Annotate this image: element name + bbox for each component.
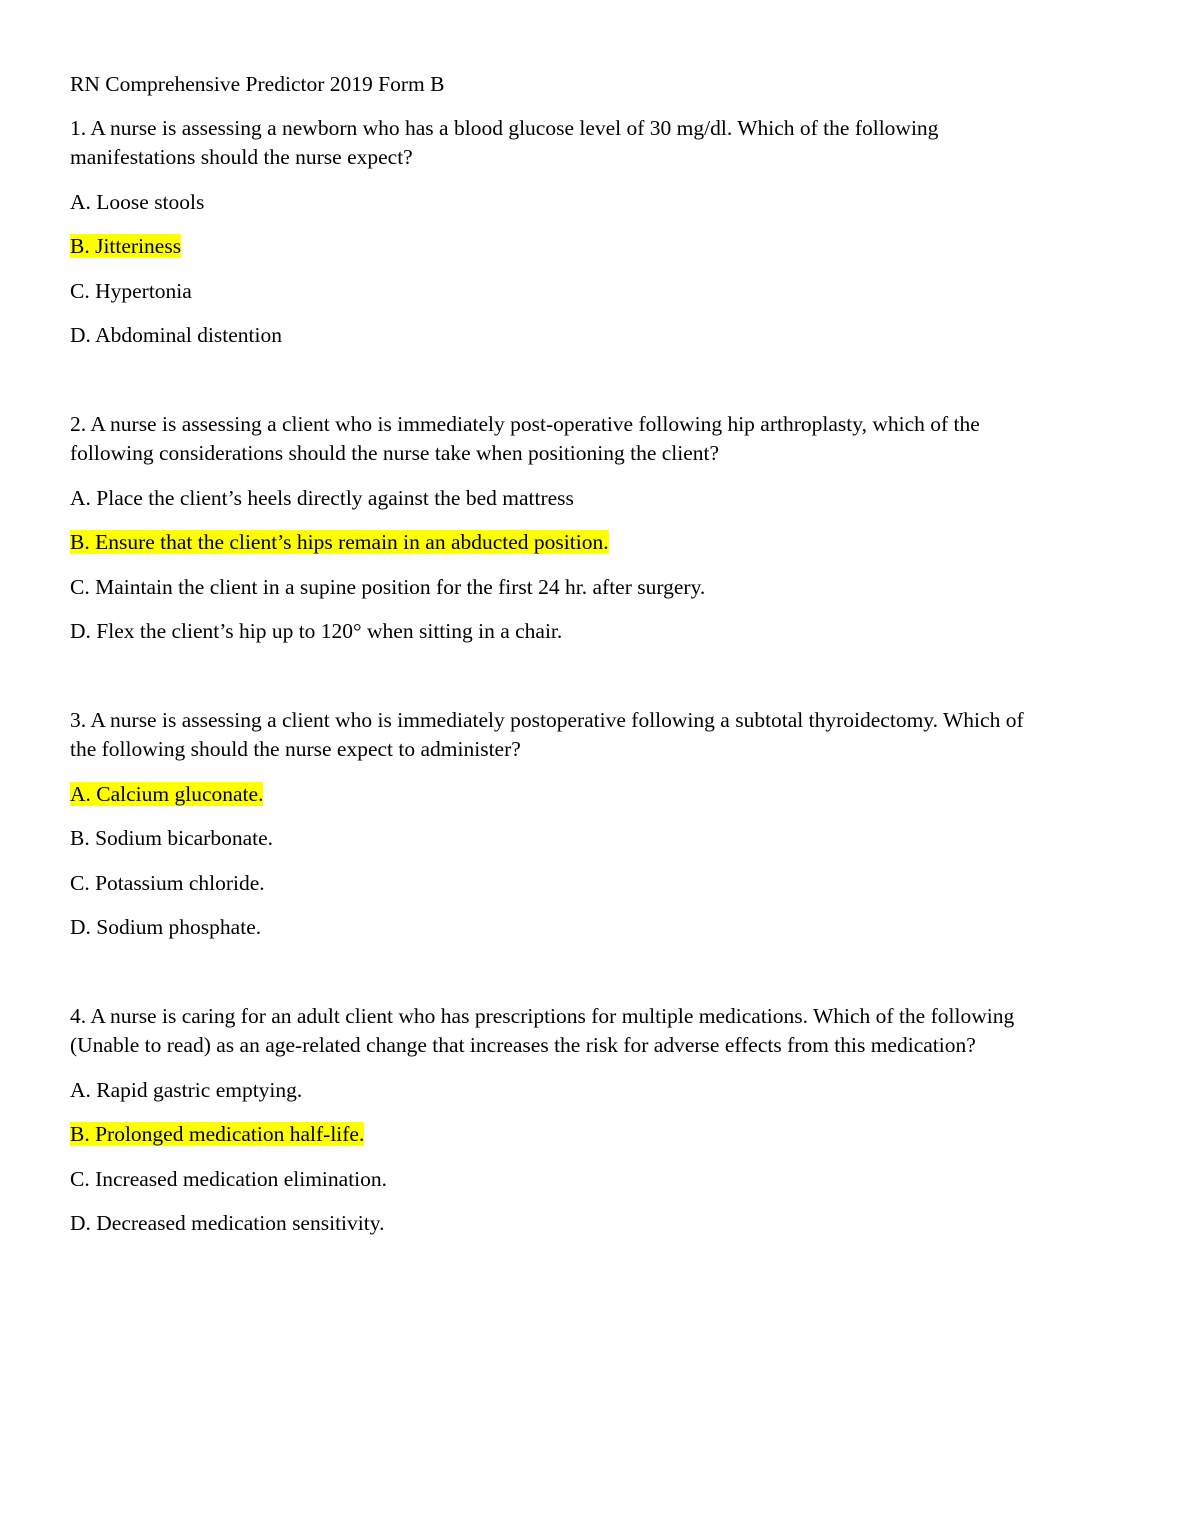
answer-option: A. Place the client’s heels directly against the bed mattress — [70, 486, 574, 510]
question-stem-line: (Unable to read) as an age-related change that increases the risk for adverse effects from this medication? — [70, 1033, 976, 1057]
answer-option: A. Rapid gastric emptying. — [70, 1078, 303, 1102]
answer-option: A. Loose stools — [70, 190, 205, 214]
question-stem-line: 3. A nurse is assessing a client who is immediately postoperative following a subtotal thyroidectomy. Which of — [70, 708, 1024, 732]
answer-option-highlighted: B. Prolonged medication half-life. — [70, 1122, 365, 1146]
question-stem-line: 1. A nurse is assessing a newborn who has a blood glucose level of 30 mg/dl. Which of the following — [70, 116, 939, 140]
question-stem-line: 2. A nurse is assessing a client who is immediately post-operative following hip arthroplasty, which of the — [70, 412, 980, 436]
question-stem-line: manifestations should the nurse expect? — [70, 145, 413, 169]
answer-option: C. Hypertonia — [70, 279, 192, 303]
answer-option: D. Abdominal distention — [70, 323, 283, 347]
answer-option: D. Decreased medication sensitivity. — [70, 1211, 385, 1235]
answer-option: C. Maintain the client in a supine position for the first 24 hr. after surgery. — [70, 575, 706, 599]
answer-option-highlighted: B. Jitteriness — [70, 234, 182, 258]
answer-option: C. Potassium chloride. — [70, 871, 265, 895]
answer-option-highlighted: A. Calcium gluconate. — [70, 782, 264, 806]
answer-option: D. Sodium phosphate. — [70, 915, 262, 939]
document-title: RN Comprehensive Predictor 2019 Form B — [70, 72, 445, 96]
question-stem-line: following considerations should the nurse take when positioning the client? — [70, 441, 720, 465]
question-stem-line: the following should the nurse expect to administer? — [70, 737, 521, 761]
answer-option: D. Flex the client’s hip up to 120° when sitting in a chair. — [70, 619, 563, 643]
answer-option-highlighted: B. Ensure that the client’s hips remain in an abducted position. — [70, 530, 609, 554]
question-stem-line: 4. A nurse is caring for an adult client who has prescriptions for multiple medications. Which of the following — [70, 1004, 1015, 1028]
answer-option: C. Increased medication elimination. — [70, 1167, 388, 1191]
answer-option: B. Sodium bicarbonate. — [70, 826, 274, 850]
